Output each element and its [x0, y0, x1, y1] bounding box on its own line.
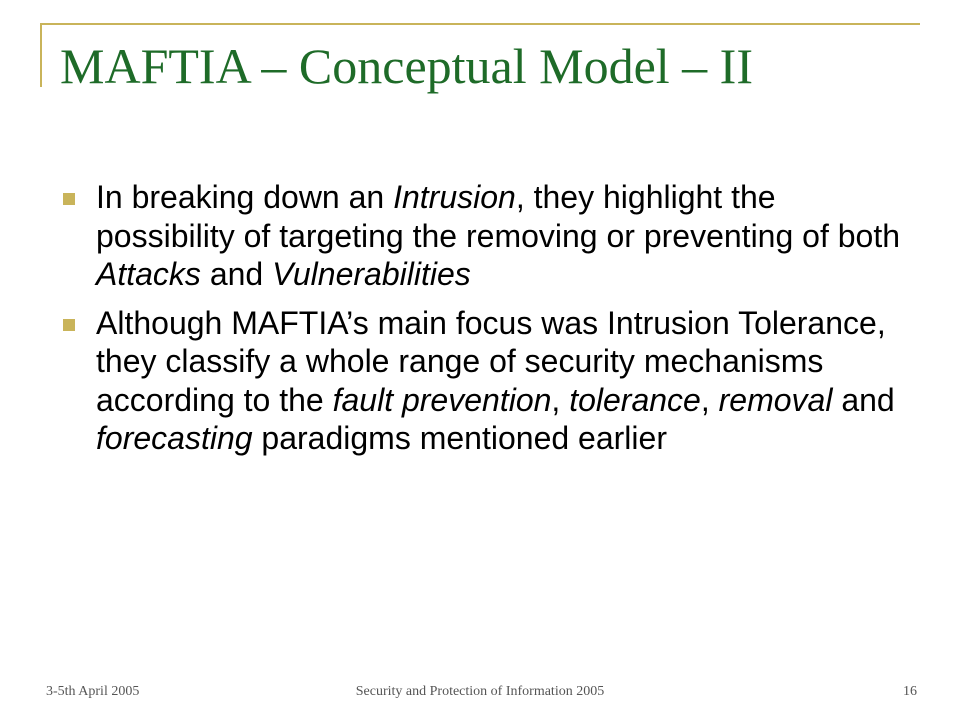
square-bullet-icon — [63, 193, 75, 205]
footer-page-number: 16 — [903, 684, 917, 699]
bullet-list — [60, 178, 900, 468]
footer-date: 3-5th April 2005 — [46, 684, 140, 699]
bullet-text: Although MAFTIA’s main focus was Intrusion Tolerance, they classify a whole range of security mechanisms according to the fault prevention, tolerance, removal and forecasting paradigms mentioned earlier — [96, 304, 895, 456]
footer-event: Security and Protection of Information 2005 — [355, 684, 605, 699]
bullet-item — [60, 178, 900, 294]
slide-title: MAFTIA – Conceptual Model – II — [60, 38, 753, 94]
bullet-item — [60, 304, 900, 458]
square-bullet-icon — [63, 319, 75, 331]
frame-top-rule — [40, 23, 920, 25]
frame-left-rule — [40, 23, 42, 87]
bullet-text: In breaking down an Intrusion, they highlight the possibility of targeting the removing or preventing of both Attacks and Vulnerabilities — [96, 179, 901, 292]
